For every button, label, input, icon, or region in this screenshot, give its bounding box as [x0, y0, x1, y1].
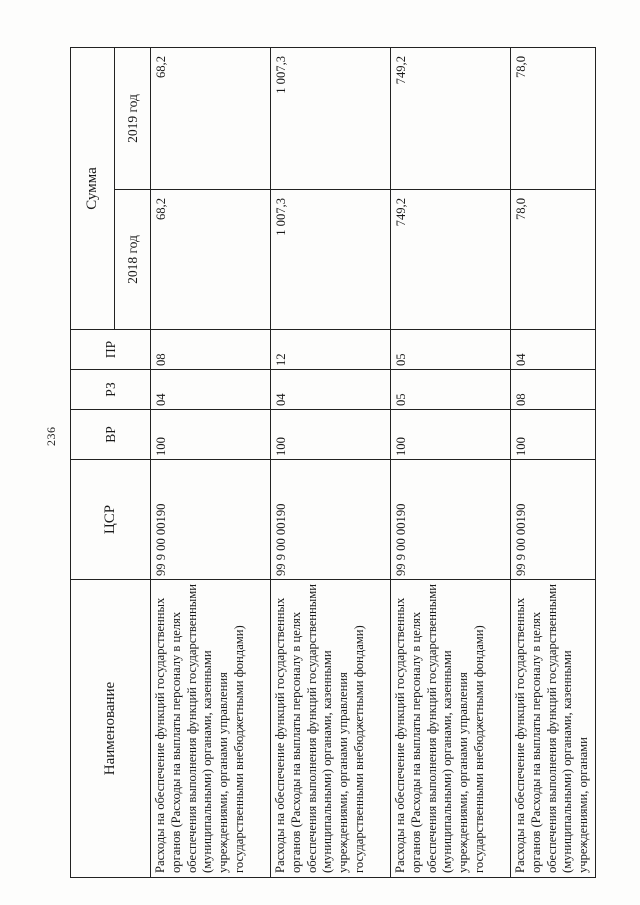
budget-table: [70, 47, 596, 878]
row-pr: 04: [511, 330, 596, 370]
row-name: Расходы на обеспечение функций государственных органов (Расходы на выплаты персоналу в целях обеспечения выполнения функций государственными (муниципальными) органами, казенными учреждениями, органами управления государственными внебюджетными фондами): [151, 580, 271, 878]
row-vr: 100: [271, 410, 391, 460]
row-pr: 08: [151, 330, 271, 370]
row-sum-2018: 1 007,3: [271, 190, 391, 330]
row-name: Расходы на обеспечение функций государственных органов (Расходы на выплаты персоналу в целях обеспечения выполнения функций государственными (муниципальными) органами, казенными учреждениями, органами: [511, 580, 596, 878]
page-number: 236: [44, 426, 58, 446]
table-row: [151, 47, 271, 877]
header-name: Наименование: [71, 580, 151, 878]
row-name: Расходы на обеспечение функций государственных органов (Расходы на выплаты персоналу в целях обеспечения выполнения функций государственными (муниципальными) органами, казенными учреждениями, органами управления государственными внебюджетными фондами): [391, 580, 511, 878]
table-row: [271, 47, 391, 877]
header-year-2018: 2018 год: [115, 190, 151, 330]
row-csr: 99 9 00 00190: [511, 460, 596, 580]
row-vr: 100: [151, 410, 271, 460]
table-row: [511, 47, 596, 877]
row-csr: 99 9 00 00190: [151, 460, 271, 580]
budget-table-rotated: [70, 48, 595, 878]
row-sum-2019: 1 007,3: [271, 47, 391, 189]
table-header-row: [71, 47, 115, 877]
row-sum-2018: 749,2: [391, 190, 511, 330]
header-csr: ЦСР: [71, 460, 151, 580]
row-rz: 04: [271, 370, 391, 410]
table-row: [391, 47, 511, 877]
header-vr: ВР: [71, 410, 151, 460]
header-year-2019: 2019 год: [115, 47, 151, 189]
header-pr: ПР: [71, 330, 151, 370]
row-rz: 08: [511, 370, 596, 410]
row-csr: 99 9 00 00190: [271, 460, 391, 580]
row-sum-2019: 68,2: [151, 47, 271, 189]
row-pr: 05: [391, 330, 511, 370]
row-vr: 100: [511, 410, 596, 460]
row-sum-2019: 749,2: [391, 47, 511, 189]
row-csr: 99 9 00 00190: [391, 460, 511, 580]
row-sum-2018: 78,0: [511, 190, 596, 330]
row-vr: 100: [391, 410, 511, 460]
row-name: Расходы на обеспечение функций государственных органов (Расходы на выплаты персоналу в целях обеспечения выполнения функций государственными (муниципальными) органами, казенными учреждениями, органами управления государственными внебюджетными фондами): [271, 580, 391, 878]
header-sum: Сумма: [71, 47, 115, 329]
row-rz: 05: [391, 370, 511, 410]
row-sum-2018: 68,2: [151, 190, 271, 330]
header-rz: РЗ: [71, 370, 151, 410]
row-sum-2019: 78,0: [511, 47, 596, 189]
row-rz: 04: [151, 370, 271, 410]
row-pr: 12: [271, 330, 391, 370]
